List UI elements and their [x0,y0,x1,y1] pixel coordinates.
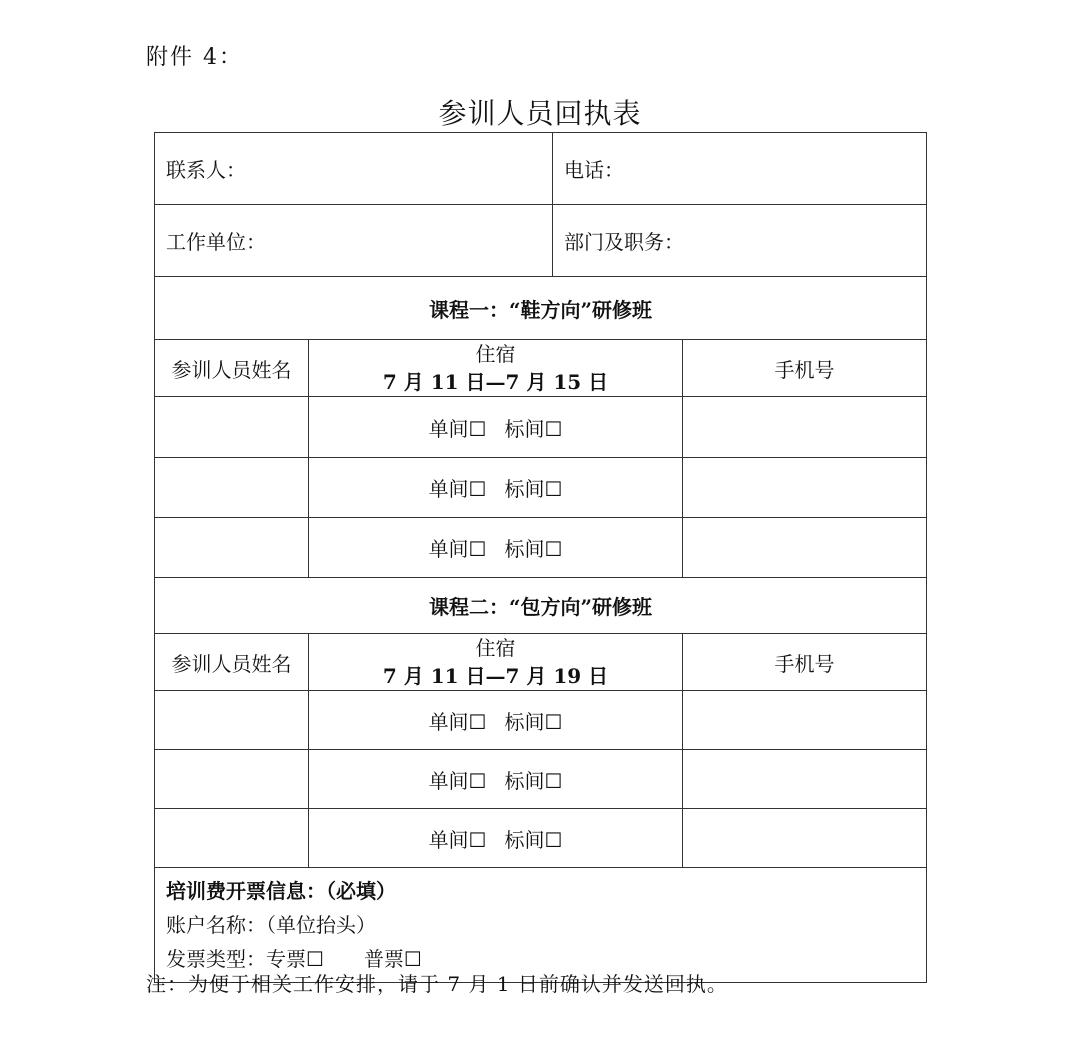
course2-header-row [155,634,927,691]
course1-name-cell[interactable] [155,518,309,578]
standard-room-checkbox[interactable]: 标间☐ [504,537,563,561]
course1-accom-label: 住宿 [475,342,516,366]
course2-row [155,750,927,809]
course1-room-cell [309,458,683,518]
course2-heading: 课程二：“包方向”研修班 [155,578,927,634]
work-row [155,205,927,277]
dept-position-field[interactable] [553,205,927,277]
course1-name-header: 参训人员姓名 [155,340,309,397]
course1-room-cell [309,397,683,458]
course1-row [155,458,927,518]
phone-label: 电话： [564,158,624,182]
contact-person-field[interactable] [155,133,553,205]
invoice-type-label: 发票类型： [166,947,266,971]
account-name-line[interactable]: 账户名称：（单位抬头） [166,913,376,937]
course1-phone-cell[interactable] [683,518,927,578]
dept-position-label: 部门及职务： [564,230,684,254]
course2-accom-dates: 7 月 11 日—7 月 19 日 [382,664,609,688]
course2-name-header: 参训人员姓名 [155,634,309,691]
invoice-row [155,868,927,983]
course2-phone-header: 手机号 [683,634,927,691]
form-title: 参训人员回执表 [438,97,642,130]
invoice-info-cell [155,868,927,983]
course1-row [155,397,927,458]
standard-room-checkbox[interactable]: 标间☐ [504,827,563,852]
course2-phone-cell[interactable] [683,809,927,868]
standard-room-checkbox[interactable]: 标间☐ [504,477,563,501]
course2-name-cell[interactable] [155,691,309,750]
course1-phone-cell[interactable] [683,397,927,458]
course1-room-cell [309,518,683,578]
course1-phone-header: 手机号 [683,340,927,397]
course2-name-cell[interactable] [155,809,309,868]
single-room-checkbox[interactable]: 单间☐ [428,477,487,501]
standard-room-checkbox[interactable]: 标间☐ [504,709,563,734]
footnote: 注：为便于相关工作安排，请于 7 月 1 日前确认并发送回执。 [146,972,728,996]
single-room-checkbox[interactable]: 单间☐ [428,827,487,852]
course2-room-cell [309,750,683,809]
invoice-heading: 培训费开票信息：（必填） [166,879,396,903]
course1-heading-row [155,277,927,340]
course2-phone-cell[interactable] [683,750,927,809]
course2-phone-cell[interactable] [683,691,927,750]
special-invoice-checkbox[interactable]: 专票☐ [266,947,324,971]
receipt-form-table [154,132,927,983]
single-room-checkbox[interactable]: 单间☐ [428,768,487,793]
course2-row [155,809,927,868]
attachment-label: 附件 4： [146,45,243,70]
standard-room-checkbox[interactable]: 标间☐ [504,416,563,441]
course2-row [155,691,927,750]
course1-row [155,518,927,578]
standard-room-checkbox[interactable]: 标间☐ [504,768,563,793]
course1-heading: 课程一：“鞋方向”研修班 [155,277,927,340]
course2-name-cell[interactable] [155,750,309,809]
course1-accom-header [309,340,683,397]
course1-name-cell[interactable] [155,458,309,518]
course1-phone-cell[interactable] [683,458,927,518]
course2-room-cell [309,809,683,868]
course1-accom-dates: 7 月 11 日—7 月 15 日 [382,370,609,394]
course1-header-row [155,340,927,397]
single-room-checkbox[interactable]: 单间☐ [428,537,487,561]
contact-row [155,133,927,205]
single-room-checkbox[interactable]: 单间☐ [428,416,487,441]
work-unit-field[interactable] [155,205,553,277]
course2-heading-row [155,578,927,634]
contact-person-label: 联系人： [166,158,246,182]
course2-accom-label: 住宿 [475,636,516,660]
course2-accom-header [309,634,683,691]
course1-name-cell[interactable] [155,397,309,458]
single-room-checkbox[interactable]: 单间☐ [428,709,487,734]
work-unit-label: 工作单位： [166,230,266,254]
phone-field[interactable] [553,133,927,205]
course2-room-cell [309,691,683,750]
normal-invoice-checkbox[interactable]: 普票☐ [363,947,422,971]
